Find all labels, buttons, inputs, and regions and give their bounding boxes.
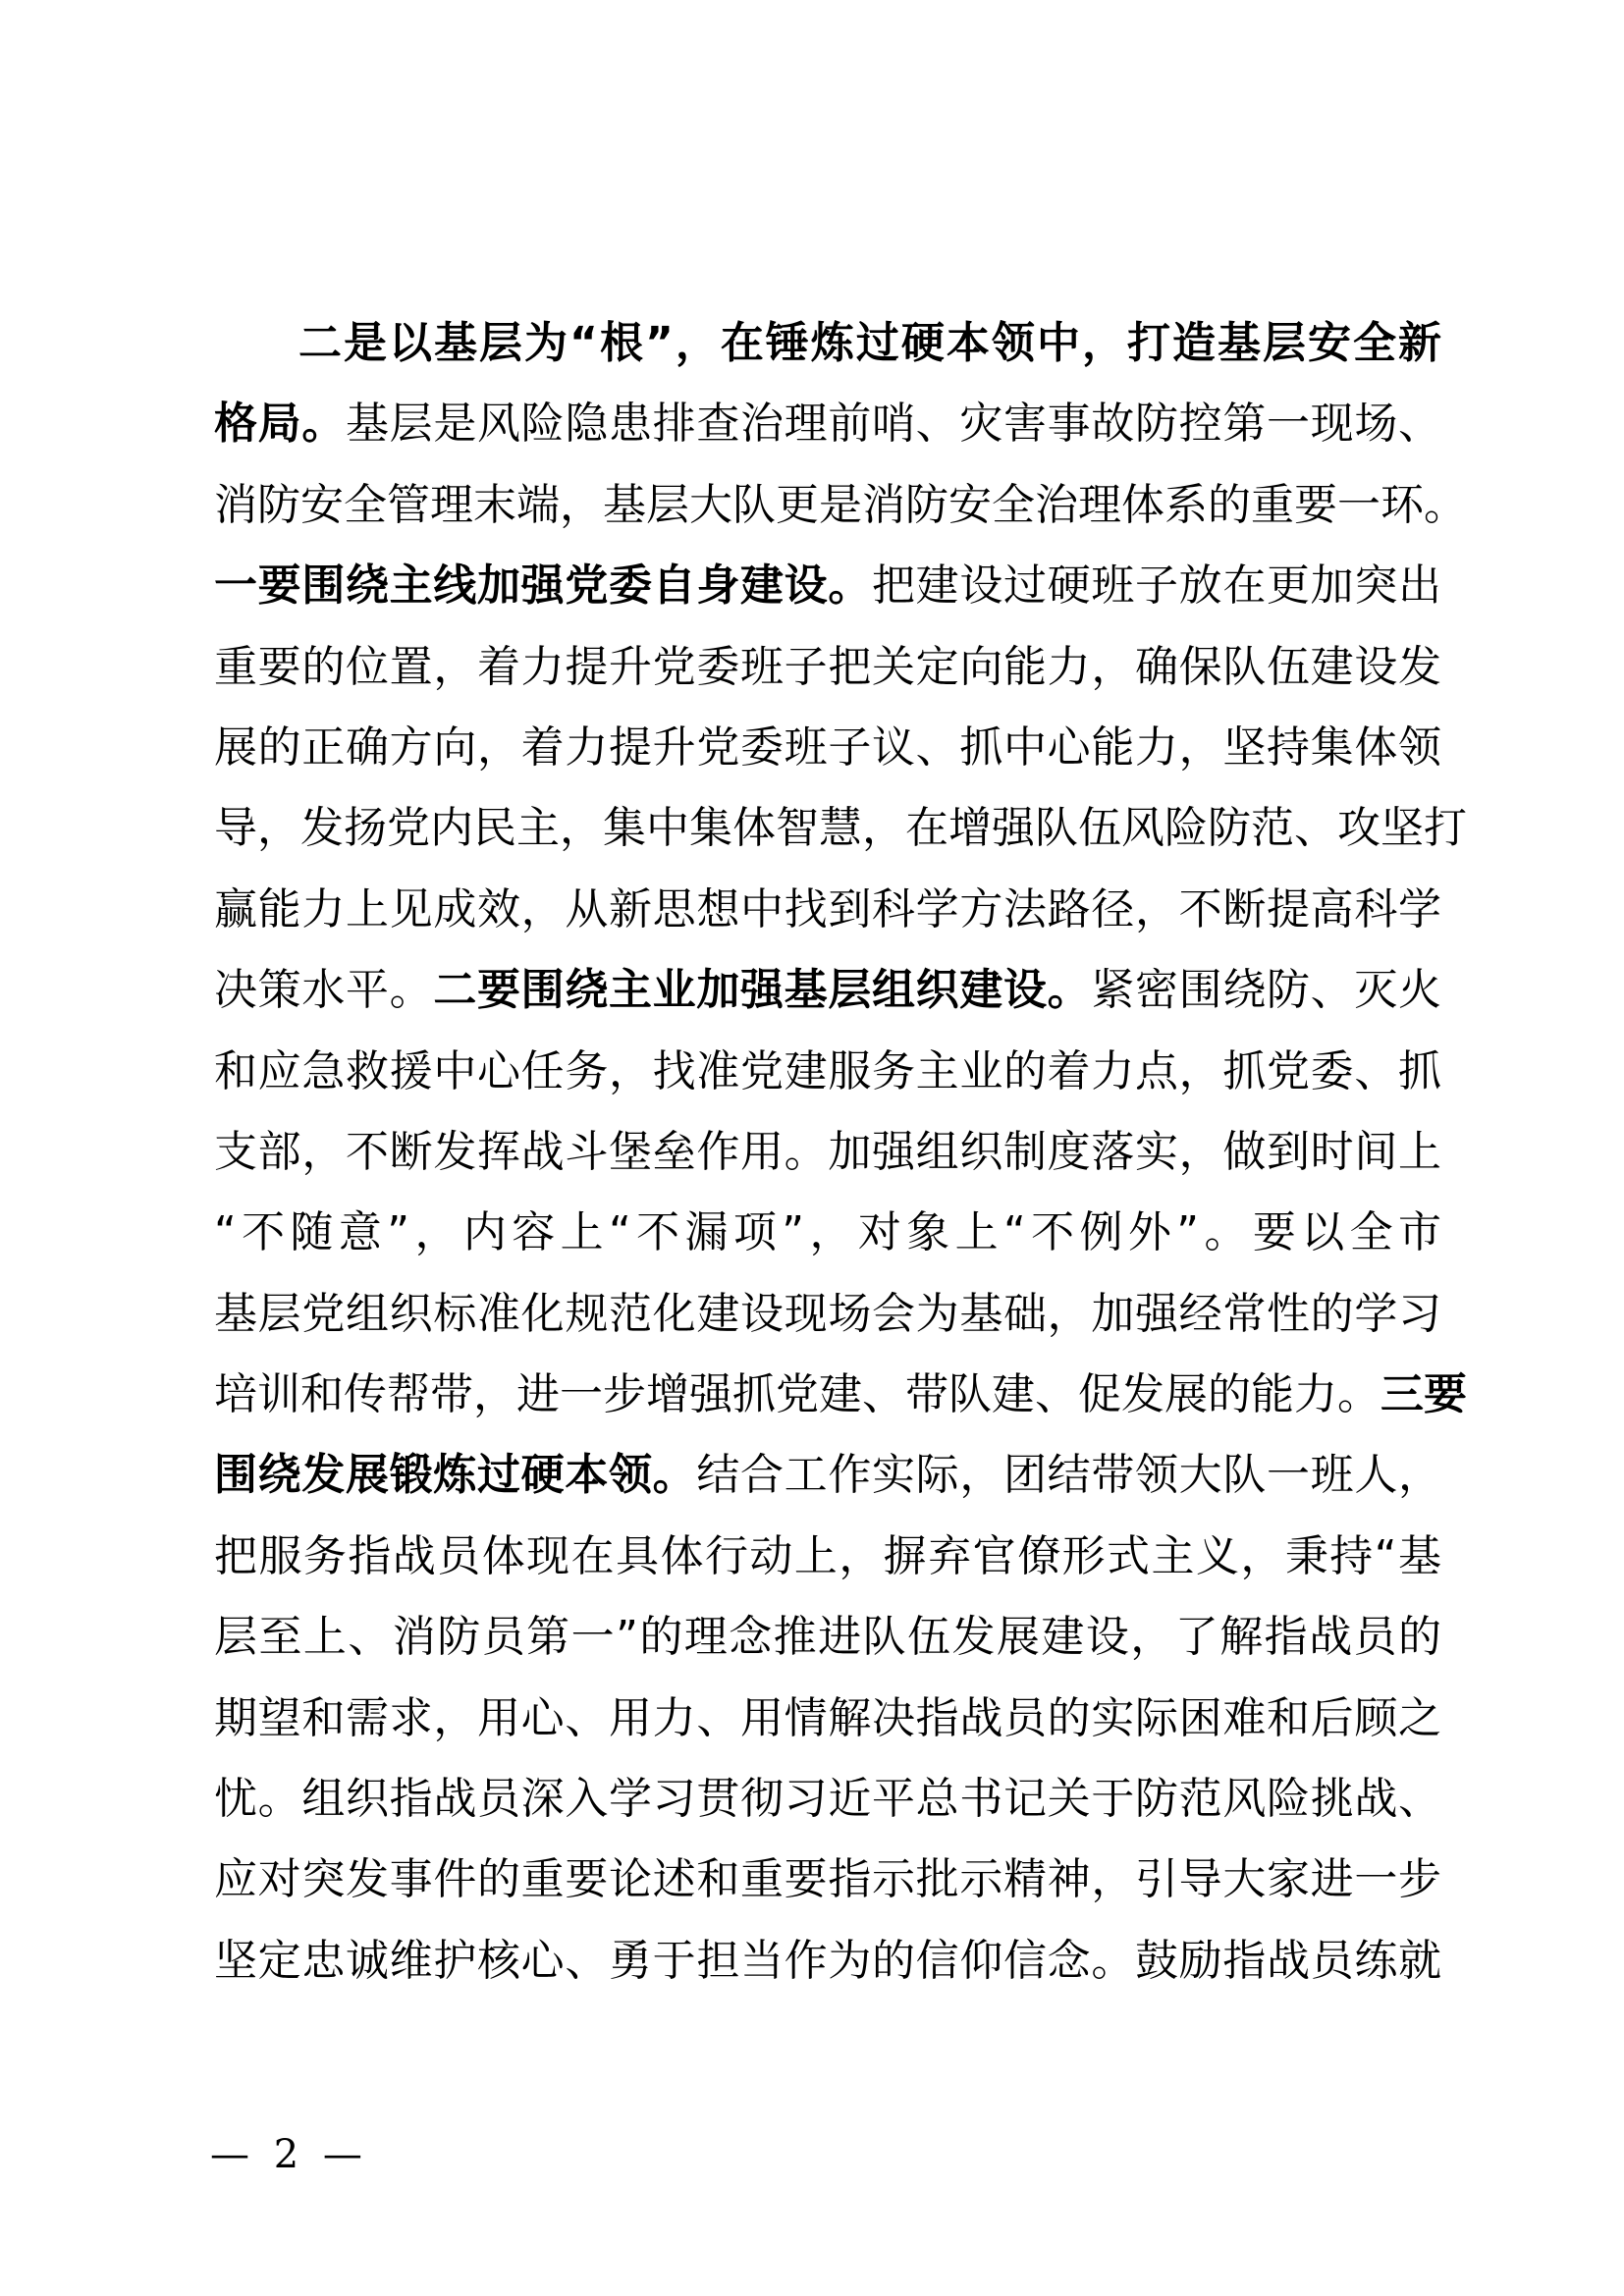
bold-heading-text: 格局。: [214, 399, 346, 450]
text-line: [214, 1679, 1441, 1759]
body-text: 培训和传帮带，进一步增强抓党建、带队建、促发展的能力。: [214, 1369, 1380, 1420]
text-line: [214, 1274, 1441, 1355]
body-text: 把建设过硬班子放在更加突出: [872, 561, 1441, 612]
body-text: 基层党组织标准化规范化建设现场会为基础，加强经常性的学习: [214, 1288, 1441, 1339]
body-text: 和应急救援中心任务，找准党建服务主业的着力点，抓党委、抓: [214, 1045, 1441, 1096]
body-text: 忧。组织指战员深入学习贯彻习近平总书记关于防范风险挑战、: [214, 1774, 1441, 1825]
body-text: 把服务指战员体现在具体行动上，摒弃官僚形式主义，秉持“基: [214, 1530, 1441, 1581]
text-line: [214, 1112, 1441, 1193]
bold-heading-text: 二要围绕主业加强基层组织建设。: [433, 965, 1092, 1016]
text-line: [214, 1517, 1441, 1597]
body-text: 支部，不断发挥战斗堡垒作用。加强组织制度落实，做到时间上: [214, 1126, 1441, 1177]
text-line: [214, 465, 1467, 546]
body-text: 消防安全管理末端，基层大队更是消防安全治理体系的重要一环。: [214, 479, 1467, 530]
body-text: 应对突发事件的重要论述和重要指示批示精神，引导大家进一步: [214, 1854, 1441, 1905]
text-line: [214, 788, 1467, 869]
text-line: [214, 1032, 1441, 1112]
body-text: 重要的位置，着力提升党委班子把关定向能力，确保队伍建设发: [214, 641, 1441, 692]
bold-heading-text: 一要围绕主线加强党委自身建设。: [214, 561, 872, 612]
text-line: [214, 1840, 1441, 1920]
body-text: 紧密围绕防、灭火: [1091, 965, 1442, 1016]
text-line: [214, 303, 1441, 384]
text-line: [214, 950, 1441, 1031]
body-text: 基层是风险隐患排查治理前哨、灾害事故防控第一现场、: [346, 399, 1441, 450]
body-text: 结合工作实际，团结带领大队一班人，: [696, 1450, 1442, 1501]
body-text: 层至上、消防员第一”的理念推进队伍发展建设，了解指战员的: [214, 1612, 1441, 1663]
text-line: [214, 1759, 1441, 1840]
bold-heading-text: 二是以基层为“根”，在锤炼过硬本领中，打造基层安全新: [298, 318, 1441, 368]
text-line: [214, 1921, 1441, 2002]
text-line: [214, 1597, 1441, 1678]
bold-heading-text: 围绕发展锻炼过硬本领。: [214, 1450, 697, 1501]
body-text: 导，发扬党内民主，集中集体智慧，在增强队伍风险防范、攻坚打: [214, 803, 1467, 854]
body-text: 展的正确方向，着力提升党委班子议、抓中心能力，坚持集体领: [214, 721, 1441, 773]
page-number: — 2 —: [210, 2132, 368, 2177]
document-body: [214, 303, 1467, 2002]
text-line: [214, 546, 1441, 626]
body-text: 决策水平。: [214, 965, 434, 1016]
body-text: 期望和需求，用心、用力、用情解决指战员的实际困难和后顾之: [214, 1692, 1441, 1743]
text-line: [214, 1193, 1441, 1273]
text-line: [214, 708, 1441, 788]
text-line: [214, 627, 1441, 708]
text-line: [214, 1355, 1467, 1435]
body-text: 赢能力上见成效，从新思想中找到科学方法路径，不断提高科学: [214, 883, 1441, 934]
text-line: [214, 870, 1441, 950]
bold-heading-text: 三要: [1380, 1369, 1467, 1420]
body-text: “不随意”，内容上“不漏项”，对象上“不例外”。要以全市: [214, 1207, 1441, 1258]
text-line: [214, 1435, 1441, 1516]
text-line: [214, 384, 1441, 464]
body-text: 坚定忠诚维护核心、勇于担当作为的信仰信念。鼓励指战员练就: [214, 1935, 1441, 1986]
